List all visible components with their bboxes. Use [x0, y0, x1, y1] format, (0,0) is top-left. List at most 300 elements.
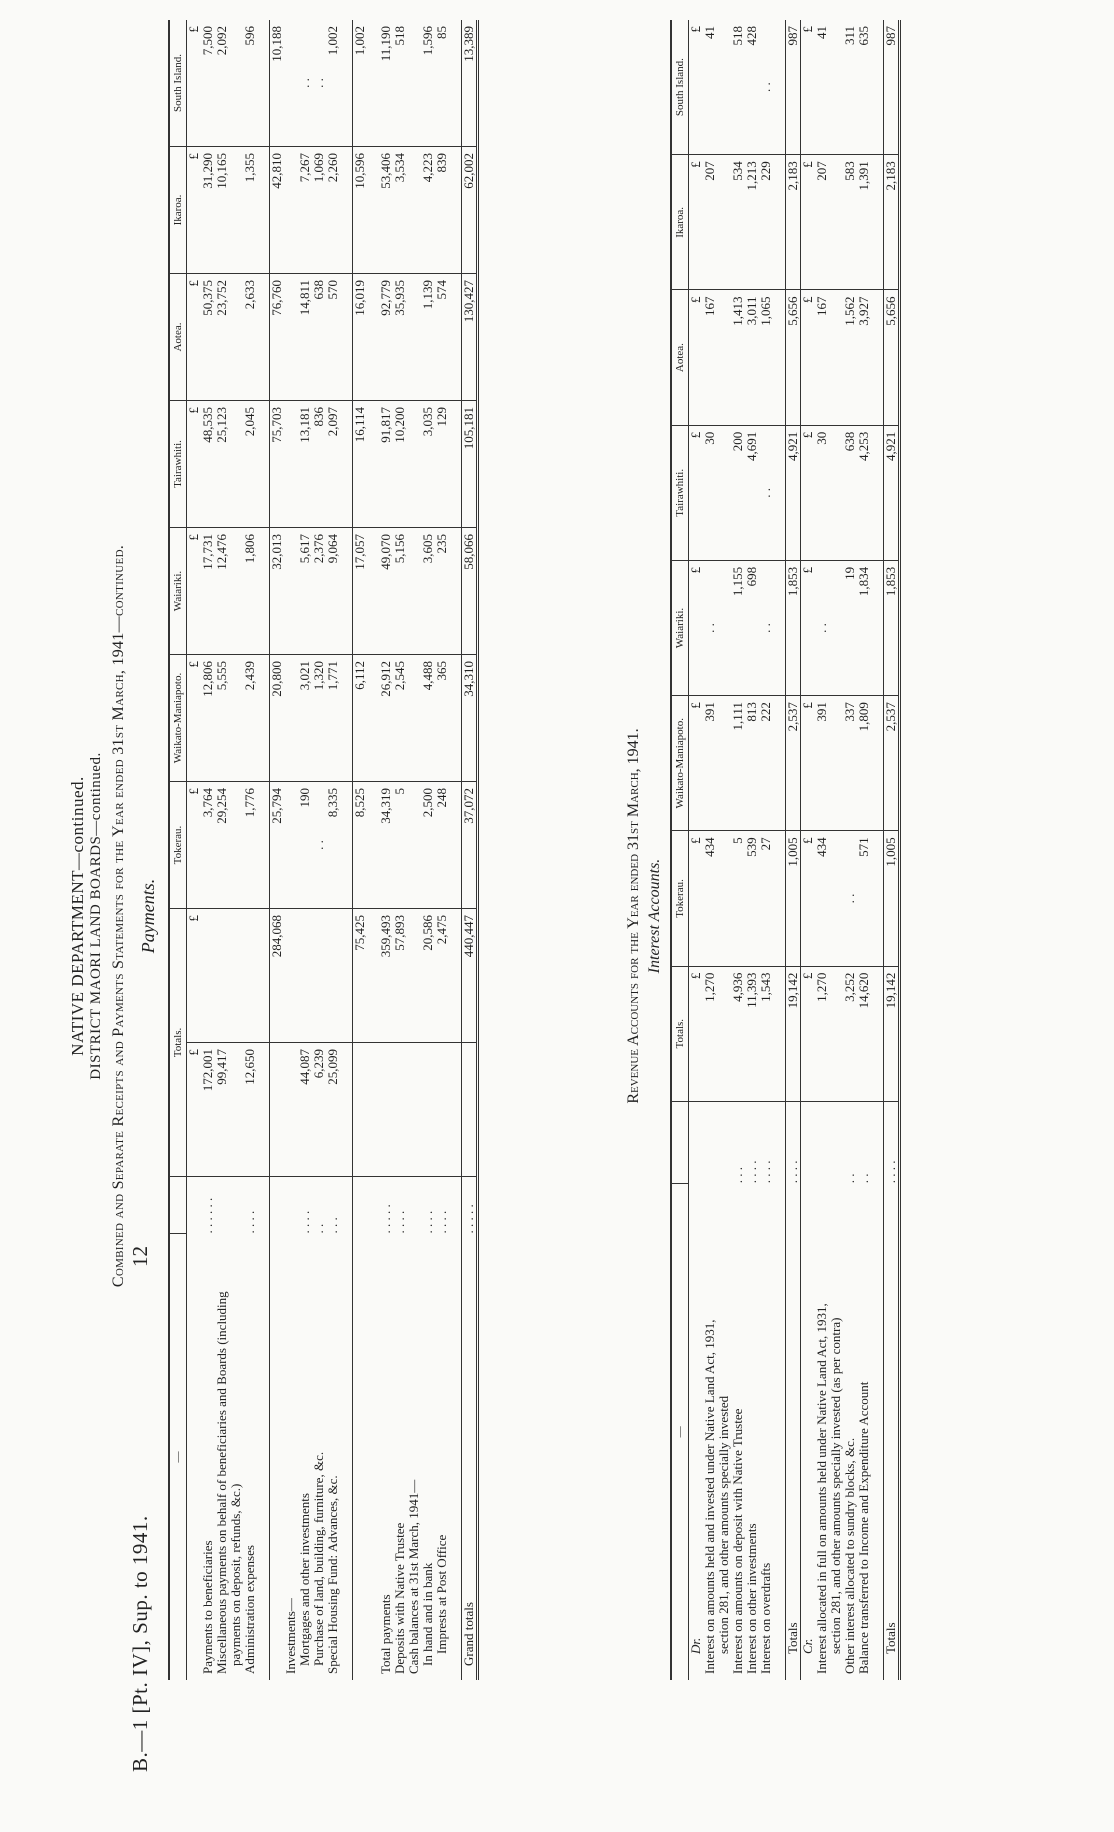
value-cell: 207 — [815, 155, 829, 290]
unit-cell: £ — [801, 966, 816, 1101]
spacer-cell — [340, 782, 353, 909]
spacer-cell — [449, 1043, 462, 1177]
value-cell: 42,810 — [270, 147, 285, 274]
value-cell: 1,002 — [326, 20, 340, 147]
row-dots: . . . . — [786, 1101, 801, 1183]
row-dots — [703, 1101, 717, 1183]
value-cell — [829, 560, 843, 695]
unit-cell: £ — [689, 20, 704, 155]
value-cell: 1,270 — [815, 966, 829, 1101]
value-cell: 12,650 — [243, 1043, 257, 1177]
row-dots — [270, 1177, 285, 1234]
value-cell: 99,417 — [215, 1043, 229, 1177]
spacer-row — [449, 20, 462, 1680]
spacer-cell — [367, 1043, 379, 1177]
value-cell: 1,853 — [786, 560, 801, 695]
row-label: Administration expenses — [242, 1545, 257, 1674]
spacer-cell — [340, 147, 353, 274]
value-cell: 29,254 — [215, 782, 229, 909]
value-cell: 2,537 — [884, 696, 900, 831]
row-label — [270, 1234, 285, 1681]
row-dots: . . . . — [392, 1210, 407, 1234]
value-cell: 49,070 — [379, 528, 393, 655]
value-cell — [379, 1043, 393, 1177]
value-cell — [829, 831, 843, 966]
value-cell: 539 — [745, 831, 759, 966]
value-cell: 2,633 — [243, 274, 257, 401]
interest-dr-row — [717, 20, 731, 1680]
row-dots — [717, 1101, 731, 1183]
payments-row — [201, 20, 215, 1680]
value-cell: 3,534 — [393, 147, 407, 274]
value-cell — [407, 1043, 421, 1177]
value-cell — [407, 782, 421, 909]
revenue-title: Revenue Accounts for the Year ended 31st March, 1941. — [625, 728, 642, 1104]
dots-cell — [689, 1101, 704, 1183]
row-label: section 281, and other amounts specially invested (as per contra) — [828, 1317, 843, 1654]
value-cell: 53,406 — [379, 147, 393, 274]
row-dots: . . . . . . — [200, 1197, 215, 1234]
value-cell: 1,853 — [884, 560, 900, 695]
unit-cell: £ — [187, 655, 202, 782]
payments-row — [215, 20, 229, 1680]
value-cell: 284,068 — [270, 909, 285, 1043]
row-label: Imprests at Post Office — [434, 1534, 449, 1654]
spacer-cell — [871, 1183, 884, 1680]
row-dots — [353, 1177, 368, 1234]
value-cell: 391 — [703, 696, 717, 831]
value-cell: 518 — [393, 20, 407, 147]
value-cell: 3,764 — [201, 782, 215, 909]
cr-label: Cr. — [801, 1183, 816, 1680]
value-cell: 1,270 — [703, 966, 717, 1101]
value-cell — [717, 966, 731, 1101]
value-cell: 1,355 — [243, 147, 257, 274]
value-cell — [829, 20, 843, 155]
value-cell: 172,001 — [201, 1043, 215, 1177]
value-cell: 25,794 — [270, 782, 285, 909]
payments-row — [326, 20, 340, 1680]
value-cell: 37,072 — [462, 782, 478, 909]
value-cell — [229, 528, 243, 655]
value-cell: 813 — [745, 696, 759, 831]
unit-cell: £ — [801, 290, 816, 425]
payments-row — [462, 20, 478, 1680]
value-cell: 85 — [435, 20, 449, 147]
value-cell: 10,188 — [270, 20, 285, 147]
unit-cell: £ — [187, 528, 202, 655]
row-label: Interest on amounts held and invested under Native Land Act, 1931, — [702, 1319, 717, 1674]
row-label: section 281, and other amounts specially invested — [716, 1395, 731, 1654]
value-cell: . . — [298, 20, 312, 147]
row-dots: . . . . — [884, 1101, 900, 1183]
row-dots: . . . . . — [378, 1204, 393, 1234]
value-cell: 30 — [703, 425, 717, 560]
spacer-cell — [257, 1177, 270, 1234]
value-cell: 1,155 — [731, 560, 745, 695]
value-cell: 248 — [435, 782, 449, 909]
payments-row — [284, 20, 298, 1680]
value-cell: 1,776 — [243, 782, 257, 909]
payments-title: Payments. — [138, 878, 158, 954]
col-header-south-island: South Island. — [169, 20, 187, 147]
spacer-cell — [340, 1043, 353, 1177]
col-header-tairawhiti: Tairawhiti. — [169, 401, 187, 528]
spacer-cell — [340, 655, 353, 782]
value-cell: 596 — [243, 20, 257, 147]
spacer-cell — [773, 696, 786, 831]
col-header-aotea: Aotea. — [169, 274, 187, 401]
spacer-cell — [257, 1234, 270, 1681]
interest-cr-row — [857, 20, 871, 1680]
col-header-waikato: Waikato-Maniapoto. — [169, 655, 187, 782]
interest-accounts-title: Interest Accounts. — [646, 858, 663, 974]
col-header-ikaroa: Ikaroa. — [671, 155, 689, 290]
value-cell: 41 — [703, 20, 717, 155]
value-cell — [717, 696, 731, 831]
col-header-waiariki: Waiariki. — [169, 528, 187, 655]
value-cell: 638 — [843, 425, 857, 560]
value-cell: 2,183 — [786, 155, 801, 290]
unit-cell: £ — [801, 831, 816, 966]
spacer-cell — [773, 966, 786, 1101]
value-cell: . . — [843, 831, 857, 966]
value-cell: 1,596 — [421, 20, 435, 147]
value-cell — [326, 909, 340, 1043]
value-cell: 19,142 — [786, 966, 801, 1101]
value-cell — [270, 1043, 285, 1177]
payments-row — [312, 20, 326, 1680]
value-cell: 1,834 — [857, 560, 871, 695]
value-cell — [435, 1043, 449, 1177]
value-cell: 1,065 — [759, 290, 773, 425]
value-cell: 57,893 — [393, 909, 407, 1043]
value-cell: 16,114 — [353, 401, 368, 528]
value-cell: 13,181 — [298, 401, 312, 528]
value-cell — [717, 831, 731, 966]
col-header-south-island: South Island. — [671, 20, 689, 155]
row-dots: . . — [856, 1173, 871, 1184]
unit-cell: £ — [187, 274, 202, 401]
spacer-cell — [773, 831, 786, 966]
payments-row — [243, 20, 257, 1680]
value-cell: 50,375 — [201, 274, 215, 401]
row-dots — [229, 1177, 243, 1234]
value-cell — [229, 909, 243, 1043]
value-cell — [229, 655, 243, 782]
spacer-cell — [449, 274, 462, 401]
row-dots — [215, 1177, 229, 1234]
spacer-cell — [449, 528, 462, 655]
value-cell: 190 — [298, 782, 312, 909]
value-cell: 32,013 — [270, 528, 285, 655]
value-cell: 25,099 — [326, 1043, 340, 1177]
value-cell — [717, 20, 731, 155]
value-cell: 1,139 — [421, 274, 435, 401]
value-cell: 9,064 — [326, 528, 340, 655]
value-cell: 75,703 — [270, 401, 285, 528]
value-cell: 10,200 — [393, 401, 407, 528]
row-dots: . . . . — [758, 1160, 773, 1184]
unit-cell: £ — [689, 155, 704, 290]
spacer-cell — [449, 1177, 462, 1234]
spacer-cell — [773, 1101, 786, 1183]
unit-cell: £ — [187, 909, 202, 1043]
value-cell: 2,260 — [326, 147, 340, 274]
spacer-row — [257, 20, 270, 1680]
col-header-waikato: Waikato-Maniapoto. — [671, 696, 689, 831]
value-cell: 1,002 — [353, 20, 368, 147]
value-cell: 987 — [786, 20, 801, 155]
interest-dr-row — [731, 20, 745, 1680]
value-cell: 7,267 — [298, 147, 312, 274]
row-dots — [284, 1177, 298, 1234]
value-cell: 26,912 — [379, 655, 393, 782]
value-cell: 5,656 — [786, 290, 801, 425]
value-cell — [407, 274, 421, 401]
interest-cr-row — [815, 20, 829, 1680]
interest-header-row — [671, 20, 689, 1680]
value-cell: 3,927 — [857, 290, 871, 425]
value-cell: 105,181 — [462, 401, 478, 528]
value-cell: 20,586 — [421, 909, 435, 1043]
value-cell: 4,488 — [421, 655, 435, 782]
value-cell — [421, 1043, 435, 1177]
spacer-row — [367, 20, 379, 1680]
row-label: Interest on other investments — [744, 1523, 759, 1674]
spacer-cell — [257, 528, 270, 655]
value-cell: 635 — [857, 20, 871, 155]
row-label: Special Housing Fund: Advances, &c. — [325, 1475, 340, 1674]
spacer-row — [773, 20, 786, 1680]
row-label: Interest allocated in full on amounts held under Native Land Act, 1931, — [814, 1303, 829, 1674]
payments-row — [298, 20, 312, 1680]
value-cell: 4,936 — [731, 966, 745, 1101]
value-cell — [284, 655, 298, 782]
row-dots: . . . . — [434, 1210, 449, 1234]
row-label: Total payments — [378, 1594, 393, 1674]
spacer-cell — [449, 1234, 462, 1681]
value-cell: 638 — [312, 274, 326, 401]
row-label: payments on deposit, refunds, &c.) — [228, 1483, 243, 1666]
value-cell: 2,545 — [393, 655, 407, 782]
value-cell: 4,691 — [745, 425, 759, 560]
value-cell: 1,005 — [786, 831, 801, 966]
value-cell — [229, 1043, 243, 1177]
value-cell: 391 — [815, 696, 829, 831]
value-cell: 1,771 — [326, 655, 340, 782]
value-cell: 1,069 — [312, 147, 326, 274]
value-cell — [829, 966, 843, 1101]
value-cell: 839 — [435, 147, 449, 274]
value-cell: 20,800 — [270, 655, 285, 782]
row-dots: . . . . — [242, 1210, 257, 1234]
payments-row — [393, 20, 407, 1680]
value-cell: 4,921 — [786, 425, 801, 560]
value-cell: 534 — [731, 155, 745, 290]
payments-row — [407, 20, 421, 1680]
payments-row — [435, 20, 449, 1680]
spacer-cell — [340, 1177, 353, 1234]
row-label: Balance transferred to Income and Expenditure Account — [856, 1381, 871, 1674]
unit-cell: £ — [801, 20, 816, 155]
value-cell: 2,439 — [243, 655, 257, 782]
dots-cell — [801, 1101, 816, 1183]
row-dots: . . . . — [297, 1210, 312, 1234]
spacer-cell — [257, 909, 270, 1043]
value-cell: 8,335 — [326, 782, 340, 909]
value-cell: 91,817 — [379, 401, 393, 528]
unit-row — [187, 20, 202, 1680]
value-cell — [215, 909, 229, 1043]
spacer-cell — [871, 155, 884, 290]
value-cell: 17,057 — [353, 528, 368, 655]
value-cell: 5,555 — [215, 655, 229, 782]
value-cell: . . — [759, 425, 773, 560]
value-cell: 1,111 — [731, 696, 745, 831]
payments-table — [168, 20, 479, 1680]
spacer-cell — [449, 782, 462, 909]
value-cell: 987 — [884, 20, 900, 155]
spacer-cell — [773, 290, 786, 425]
spacer-cell — [773, 155, 786, 290]
interest-dr-row — [745, 20, 759, 1680]
value-cell: 34,310 — [462, 655, 478, 782]
value-cell: 574 — [435, 274, 449, 401]
value-cell: 2,475 — [435, 909, 449, 1043]
value-cell — [407, 528, 421, 655]
value-cell: 14,620 — [857, 966, 871, 1101]
row-label: Payments to beneficiaries — [200, 1540, 215, 1674]
value-cell: 5 — [731, 831, 745, 966]
value-cell — [229, 782, 243, 909]
dots-header — [169, 1177, 187, 1234]
spacer-cell — [449, 909, 462, 1043]
value-cell: . . — [759, 20, 773, 155]
value-cell: 2,092 — [215, 20, 229, 147]
value-cell — [407, 401, 421, 528]
spacer-cell — [257, 20, 270, 147]
value-cell — [284, 528, 298, 655]
value-cell — [407, 655, 421, 782]
unit-cell: £ — [801, 155, 816, 290]
value-cell: 428 — [745, 20, 759, 155]
spacer-cell — [773, 560, 786, 695]
value-cell: . . — [815, 560, 829, 695]
value-cell: 698 — [745, 560, 759, 695]
spacer-cell — [871, 425, 884, 560]
interest-cr-row — [884, 20, 900, 1680]
row-dots: . . . . — [420, 1210, 435, 1234]
value-cell: 235 — [435, 528, 449, 655]
value-cell — [407, 147, 421, 274]
value-cell: 12,476 — [215, 528, 229, 655]
value-cell — [829, 696, 843, 831]
value-cell — [407, 909, 421, 1043]
value-cell: 19,142 — [884, 966, 900, 1101]
value-cell: 5,617 — [298, 528, 312, 655]
row-label: Purchase of land, building, furniture, &c. — [311, 1451, 326, 1666]
value-cell: 207 — [703, 155, 717, 290]
value-cell — [284, 782, 298, 909]
value-cell: 836 — [312, 401, 326, 528]
value-cell: 12,806 — [201, 655, 215, 782]
value-cell: 1,543 — [759, 966, 773, 1101]
row-label: Miscellaneous payments on behalf of beneficiaries and Boards (including — [214, 1291, 229, 1674]
row-label: Deposits with Native Trustee — [392, 1522, 407, 1674]
spacer-cell — [257, 147, 270, 274]
interest-dr-row — [759, 20, 773, 1680]
spacer-cell — [340, 20, 353, 147]
value-cell: 518 — [731, 20, 745, 155]
row-label: Interest on overdrafts — [758, 1562, 773, 1674]
value-cell: 3,252 — [843, 966, 857, 1101]
row-label — [353, 1234, 368, 1681]
value-cell: 167 — [815, 290, 829, 425]
row-label: Totals — [884, 1183, 900, 1680]
value-cell: 5,156 — [393, 528, 407, 655]
spacer-cell — [340, 528, 353, 655]
unit-row — [689, 20, 704, 1680]
row-dots: . . — [311, 1223, 326, 1234]
value-cell: 25,123 — [215, 401, 229, 528]
col-header-ikaroa: Ikaroa. — [169, 147, 187, 274]
unit-cell: £ — [801, 696, 816, 831]
value-cell — [717, 155, 731, 290]
value-cell: 229 — [759, 155, 773, 290]
value-cell — [201, 909, 215, 1043]
value-cell: 200 — [731, 425, 745, 560]
value-cell: 11,393 — [745, 966, 759, 1101]
spacer-cell — [257, 1043, 270, 1177]
interest-cr-row — [829, 20, 843, 1680]
statement-title: Combined and Separate Receipts and Payments Statements for the Year ended 31st March, 1941—continued. — [110, 544, 127, 1288]
value-cell: 3,035 — [421, 401, 435, 528]
spacer-cell — [257, 655, 270, 782]
unit-cell: £ — [187, 1043, 202, 1177]
value-cell — [229, 401, 243, 528]
row-dots: . . . — [730, 1167, 745, 1184]
spacer-cell — [449, 401, 462, 528]
interest-dr-row — [703, 20, 717, 1680]
interest-body — [689, 20, 900, 1680]
label-cell — [187, 1234, 202, 1681]
col-header-tokerau: Tokerau. — [671, 831, 689, 966]
value-cell: 440,447 — [462, 909, 478, 1043]
value-cell: 3,605 — [421, 528, 435, 655]
value-cell: 34,319 — [379, 782, 393, 909]
row-label: Investments— — [283, 1598, 298, 1674]
value-cell — [829, 290, 843, 425]
unit-cell: £ — [689, 560, 704, 695]
spacer-cell — [449, 655, 462, 782]
payments-header-row — [169, 20, 187, 1680]
row-dots: . . . . . — [462, 1177, 478, 1234]
value-cell: 8,525 — [353, 782, 368, 909]
spacer-cell — [257, 401, 270, 528]
value-cell: 62,002 — [462, 147, 478, 274]
row-dots — [407, 1177, 421, 1234]
value-cell: 10,165 — [215, 147, 229, 274]
value-cell — [407, 20, 421, 147]
value-cell — [717, 560, 731, 695]
value-cell: 2,183 — [884, 155, 900, 290]
value-cell: 19 — [843, 560, 857, 695]
value-cell: 3,011 — [745, 290, 759, 425]
spacer-cell — [449, 20, 462, 147]
page-number: 12 — [128, 1246, 152, 1267]
unit-cell: £ — [689, 290, 704, 425]
